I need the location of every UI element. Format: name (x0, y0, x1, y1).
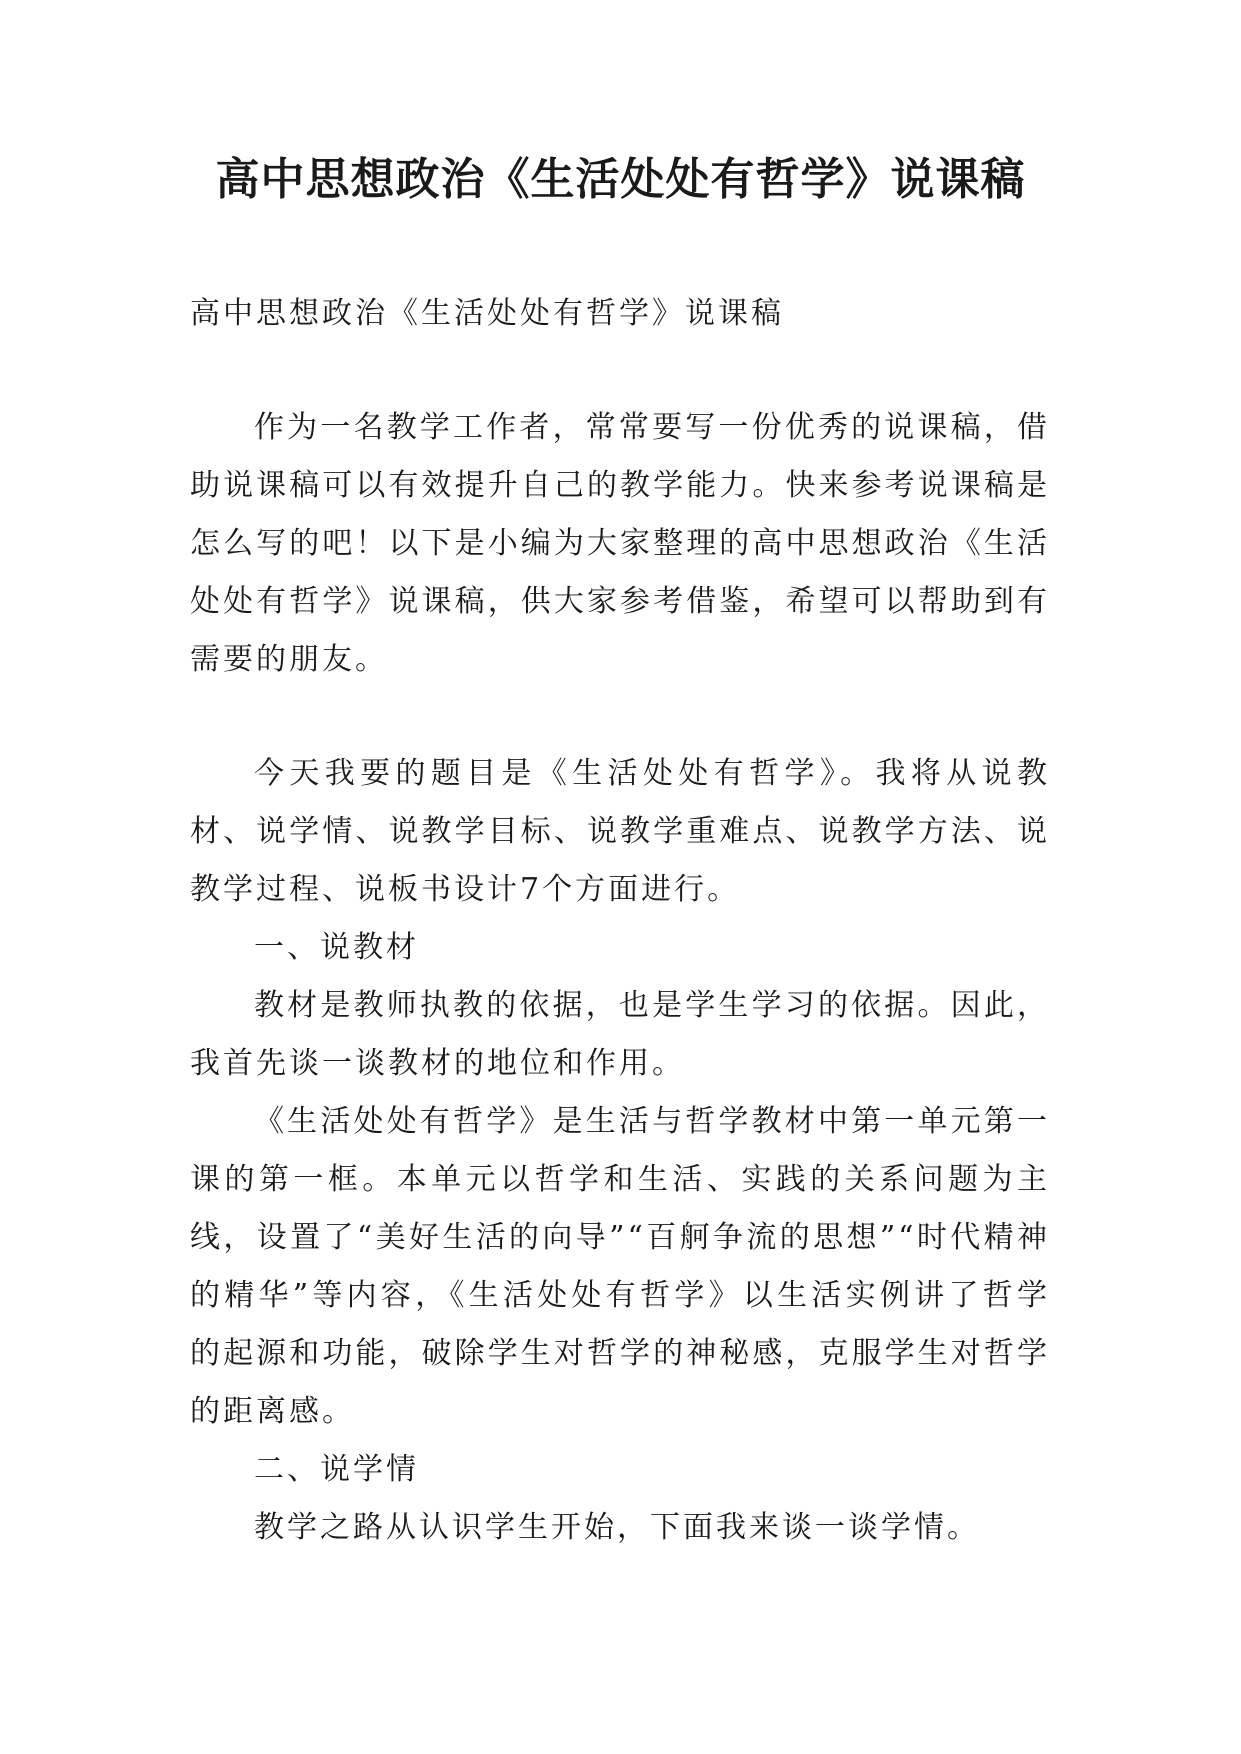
intro-paragraph: 作为一名教学工作者，常常要写一份优秀的说课稿，借助说课稿可以有效提升自己的教学能力。快来参考说课稿是怎么写的吧！以下是小编为大家整理的高中思想政治《生活处处有哲学》说课稿，供大家参考借鉴，希望可以帮助到有需要的朋友。 (190, 410, 1050, 677)
textbook-paragraph-2: 《生活处处有哲学》是生活与哲学教材中第一单元第一课的第一框。本单元以哲学和生活、实践的关系问题为主线，设置了“美好生活的向导”“百舸争流的思想”“时代精神的精华”等内容，《生活处处有哲学》以生活实例讲了哲学的起源和功能，破除学生对哲学的神秘感，克服学生对哲学的距离感。 (190, 1104, 1050, 1429)
document-title: 高中思想政治《生活处处有哲学》说课稿 (215, 154, 1026, 205)
document-body (190, 285, 1050, 1557)
overview-paragraph: 今天我要的题目是《生活处处有哲学》。我将从说教材、说学情、说教学目标、说教学重难点、说教学方法、说教学过程、说板书设计7个方面进行。 (190, 756, 1050, 907)
textbook-paragraph-1: 教材是教师执教的依据，也是学生学习的依据。因此，我首先谈一谈教材的地位和作用。 (190, 988, 1050, 1081)
section-heading-textbook: 一、说教材 (254, 930, 419, 965)
students-paragraph: 教学之路从认识学生开始，下面我来谈一谈学情。 (254, 1510, 980, 1545)
section-heading-students: 二、说学情 (254, 1452, 419, 1487)
document-subtitle: 高中思想政治《生活处处有哲学》说课稿 (190, 296, 784, 331)
